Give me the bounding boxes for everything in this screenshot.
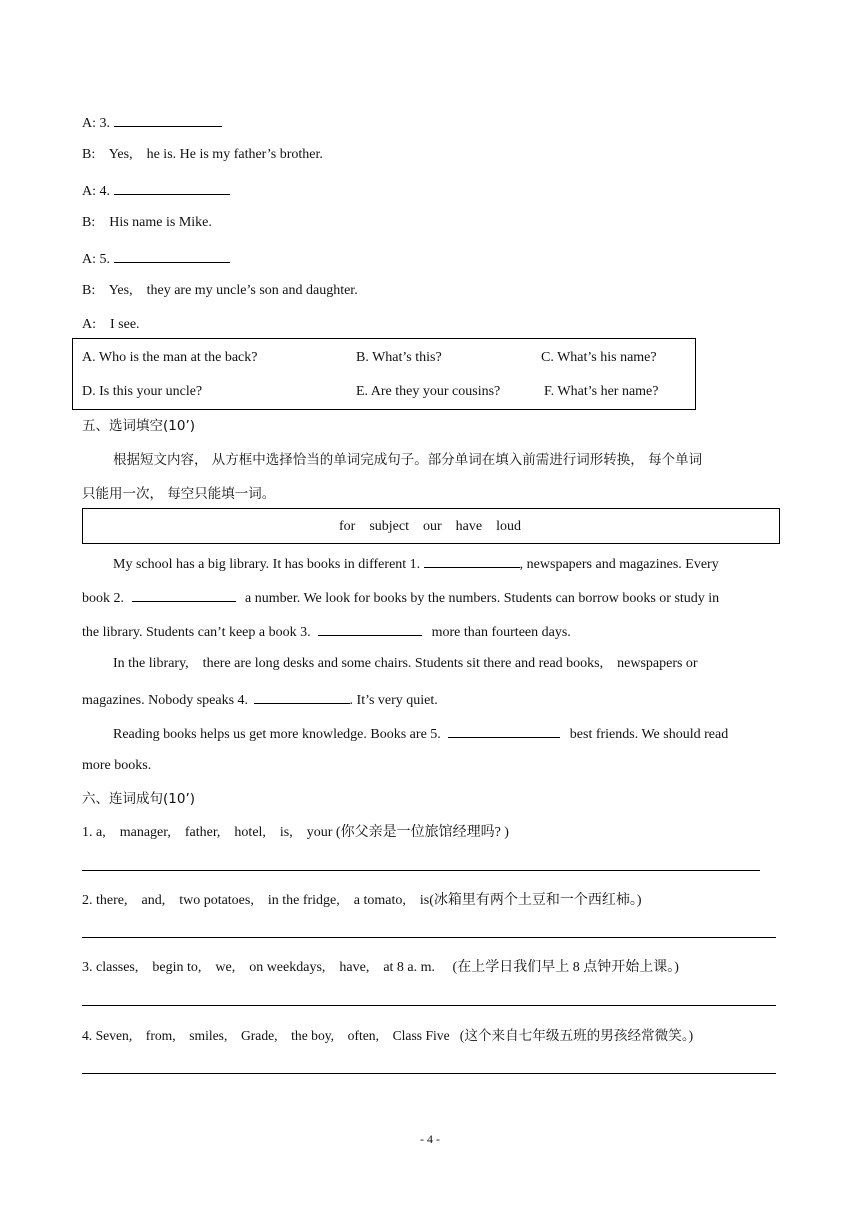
option-a: A. Who is the man at the back? <box>82 350 258 365</box>
dialogue-line-3 <box>82 112 222 133</box>
passage-line <box>82 587 719 608</box>
word-list: for subject our have loud <box>339 519 521 534</box>
passage-text: Reading books helps us get more knowledge. Books are 5. <box>113 727 441 742</box>
passage-text: the library. Students can’t keep a book 3. <box>82 625 311 640</box>
blank-3[interactable] <box>318 621 422 636</box>
passage-line <box>113 553 719 574</box>
answer-blank[interactable] <box>114 248 230 263</box>
passage-text: . It’s very quiet. <box>349 693 438 708</box>
dialogue-line-5 <box>82 248 230 269</box>
question-number: 5. <box>99 252 110 267</box>
speaker: A: <box>82 317 96 332</box>
passage-text: a number. We look for books by the numbers. Students can borrow books or study in <box>245 591 720 606</box>
section5-instructions: 根据短文内容， 从方框中选择恰当的单词完成句子。部分单词在填入前需进行词形转换， 每个单词 <box>113 452 703 468</box>
blank-5[interactable] <box>448 723 560 738</box>
answer-line-3[interactable] <box>82 1005 776 1006</box>
passage-line <box>82 689 438 710</box>
passage-text: , newspapers and magazines. Every <box>519 557 719 572</box>
answer-line-4[interactable] <box>82 1073 776 1074</box>
page-number: - 4 - <box>420 1132 440 1146</box>
passage-text: book 2. <box>82 591 124 606</box>
dialogue-text: His name is Mike. <box>109 215 212 230</box>
speaker: A: <box>82 116 96 131</box>
answer-line-1[interactable] <box>82 870 760 871</box>
answer-blank[interactable] <box>114 112 222 127</box>
answer-line-2[interactable] <box>82 937 776 938</box>
section5-heading: 五、选词填空(10’) <box>82 418 196 434</box>
option-f: F. What’s her name? <box>544 384 659 399</box>
passage-text: magazines. Nobody speaks 4. <box>82 693 249 708</box>
dialogue-line <box>82 146 323 164</box>
dialogue-line <box>82 214 212 232</box>
speaker: B: <box>82 283 96 298</box>
speaker: A: <box>82 184 96 199</box>
option-d: D. Is this your uncle? <box>82 384 203 399</box>
question-number: 3. <box>99 116 110 131</box>
option-b: B. What’s this? <box>356 350 442 365</box>
passage-text: more than fourteen days. <box>431 625 571 640</box>
sentence-2-prompt: 2. there, and, two potatoes, in the fridge, a tomato, is(冰箱里有两个土豆和一个西红柿。) <box>82 893 642 908</box>
passage-text: best friends. We should read <box>569 727 729 742</box>
passage-line <box>82 621 571 642</box>
question-number: 4. <box>99 184 110 199</box>
blank-1[interactable] <box>424 553 520 568</box>
speaker: B: <box>82 147 96 162</box>
dialogue-text: I see. <box>110 317 140 332</box>
answer-blank[interactable] <box>114 180 230 195</box>
passage-line <box>113 723 728 744</box>
sentence-1-prompt: 1. a, manager, father, hotel, is, your (你父亲是一位旅馆经理吗? ) <box>82 825 509 840</box>
section5-instructions-cont: 只能用一次， 每空只能填一词。 <box>82 486 276 502</box>
speaker: A: <box>82 252 96 267</box>
dialogue-line <box>82 316 140 334</box>
dialogue-text: Yes, they are my uncle’s son and daughter. <box>108 283 358 298</box>
sentence-3-prompt: 3. classes, begin to, we, on weekdays, have, at 8 a. m. (在上学日我们早上 8 点钟开始上课。) <box>82 960 679 975</box>
section6-heading: 六、连词成句(10’) <box>82 791 196 807</box>
dialogue-line <box>82 282 358 300</box>
option-c: C. What’s his name? <box>541 350 657 365</box>
dialogue-line-4 <box>82 180 230 201</box>
sentence-4-prompt: 4. Seven, from, smiles, Grade, the boy, often, Class Five (这个来自七年级五班的男孩经常微笑。) <box>82 1028 694 1043</box>
passage-line: In the library, there are long desks and some chairs. Students sit there and read books, newspapers or <box>113 656 698 671</box>
blank-4[interactable] <box>254 689 350 704</box>
passage-text: My school has a big library. It has books in different 1. <box>113 557 421 572</box>
blank-2[interactable] <box>132 587 236 602</box>
speaker: B: <box>82 215 96 230</box>
option-e: E. Are they your cousins? <box>356 384 501 399</box>
dialogue-text: Yes, he is. He is my father’s brother. <box>108 147 323 162</box>
passage-line: more books. <box>82 758 152 773</box>
